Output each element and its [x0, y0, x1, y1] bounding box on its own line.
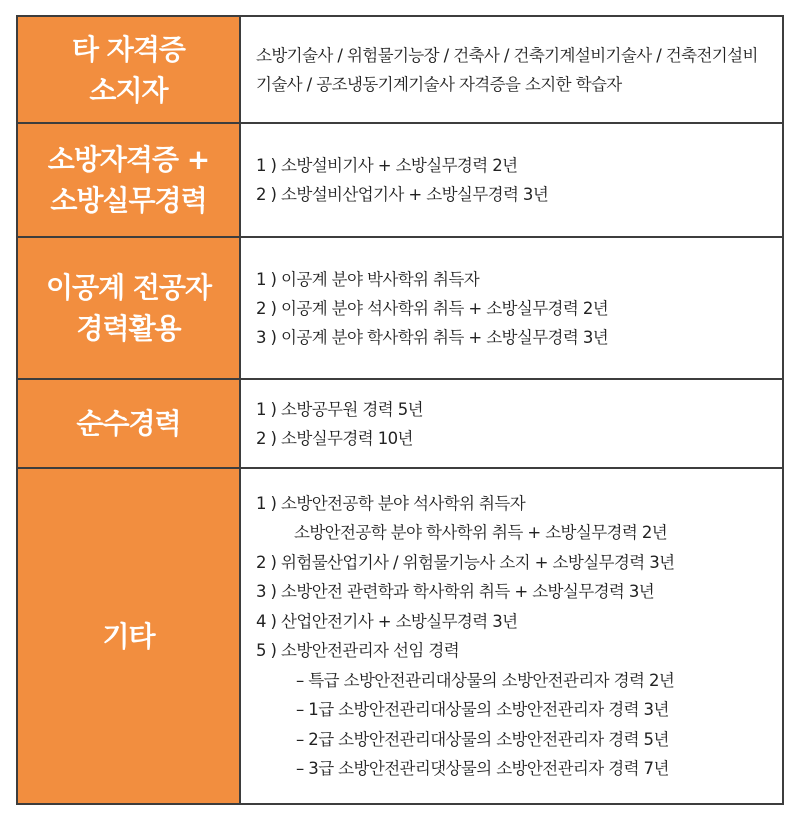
- list-subitem: – 2급 소방안전관리대상물의 소방안전관리자 경력 5년: [296, 729, 669, 749]
- list-item: 2 ) 위험물산업기사 / 위험물기능사 소지 + 소방실무경력 3년: [256, 552, 675, 572]
- row-body-science-major: [240, 237, 783, 379]
- row-header-line: 소방실무경력: [50, 184, 207, 217]
- table-row: [17, 379, 783, 468]
- row-header-line: 타 자격증: [72, 32, 185, 66]
- row-header-line: 이공계 전공자: [45, 271, 212, 304]
- row-header-science-major: [17, 237, 240, 379]
- list-item: 4 ) 산업안전기사 + 소방실무경력 3년: [256, 611, 518, 631]
- row-header-line: 기타: [102, 619, 155, 653]
- list-subitem: – 특급 소방안전관리대상물의 소방안전관리자 경력 2년: [296, 670, 675, 690]
- row-header-pure-experience: [17, 379, 240, 468]
- row-body-etc: [240, 468, 783, 804]
- row-header-line: 소지자: [89, 73, 168, 107]
- list-item: 3 ) 소방안전 관련학과 학사학위 취득 + 소방실무경력 3년: [256, 582, 655, 601]
- list-item: 1 ) 이공계 분야 박사학위 취득자: [256, 269, 480, 289]
- row-header-fire-license-experience: [17, 123, 240, 237]
- list-item: 1 ) 소방설비기사 + 소방실무경력 2년: [256, 156, 518, 175]
- row-header-line: 경력활용: [76, 312, 181, 345]
- row-body-fire-license-experience: [240, 123, 783, 237]
- row-body-other-license: [240, 16, 783, 123]
- row-body-pure-experience: [240, 379, 783, 468]
- row-header-etc: [17, 468, 240, 804]
- row-header-other-license: [17, 16, 240, 123]
- list-item: 2 ) 소방실무경력 10년: [256, 428, 413, 448]
- row-header-line: 소방자격증 +: [47, 143, 210, 176]
- row-header-line: 순수경력: [76, 407, 181, 440]
- list-item: 5 ) 소방안전관리자 선임 경력: [256, 641, 460, 660]
- table-row: [17, 468, 783, 804]
- row-body-text: 소방기술사 / 위험물기능장 / 건축사 / 건축기계설비기술사 / 건축전기설비기술사 / 공조냉동기계기술사 자격증을 소지한 학습자: [256, 45, 758, 94]
- qualification-table: [16, 15, 784, 805]
- list-subitem: – 3급 소방안전관리댓상물의 소방안전관리자 경력 7년: [296, 759, 669, 778]
- list-item: 1 ) 소방공무원 경력 5년: [256, 399, 423, 419]
- table-row: [17, 123, 783, 237]
- list-item: 1 ) 소방안전공학 분야 석사학위 취득자: [256, 493, 526, 513]
- list-item: 소방안전공학 분야 학사학위 취득 + 소방실무경력 2년: [294, 523, 668, 542]
- list-subitem: – 1급 소방안전관리대상물의 소방안전관리자 경력 3년: [296, 700, 669, 719]
- table-row: [17, 16, 783, 123]
- list-item: 2 ) 소방설비산업기사 + 소방실무경력 3년: [256, 185, 549, 204]
- table-row: [17, 237, 783, 379]
- qualification-table-container: [16, 15, 784, 805]
- list-item: 3 ) 이공계 분야 학사학위 취득 + 소방실무경력 3년: [256, 327, 609, 347]
- list-item: 2 ) 이공계 분야 석사학위 취득 + 소방실무경력 2년: [256, 298, 609, 318]
